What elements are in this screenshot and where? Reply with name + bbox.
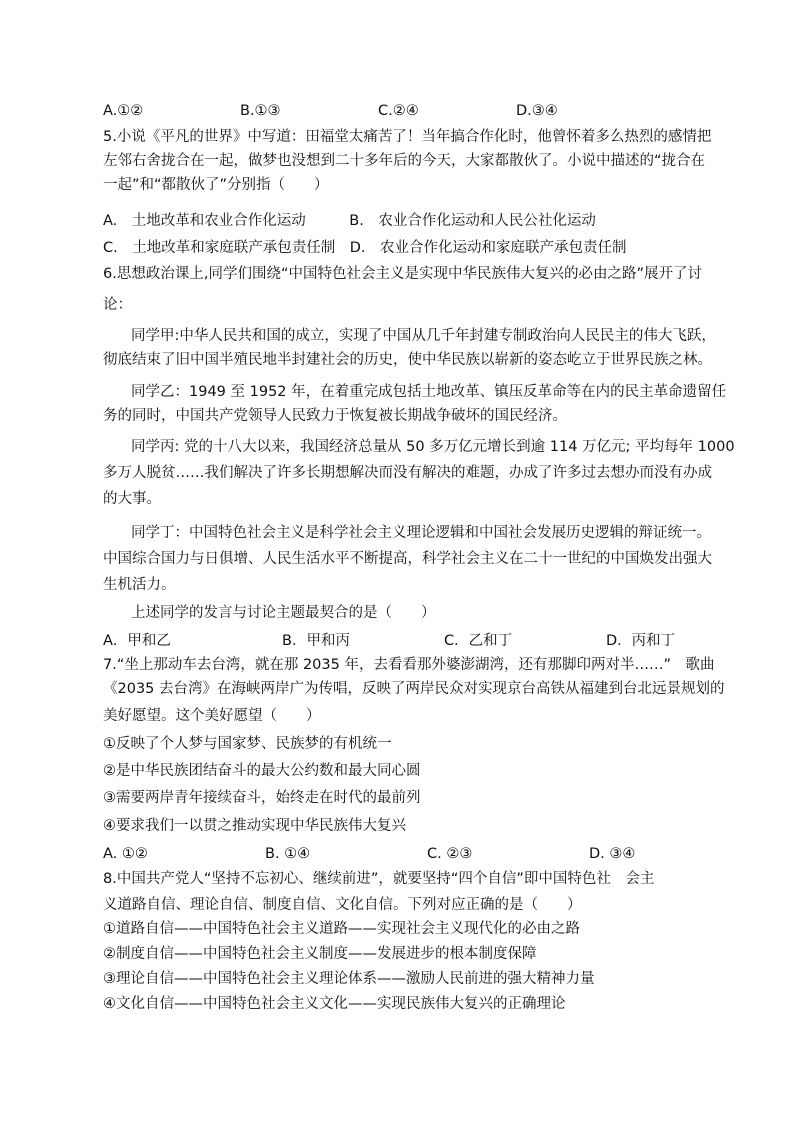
q7-stem-line-1: 7.“坐上那动车去台湾，就在那 2035 年，去看看那外婆澎湖湾，还有那脚印两对半……” 歌曲: [103, 657, 715, 673]
q4-option-c: C.②④: [378, 103, 419, 119]
q6-speech-bing-line-3: 的大事。: [103, 491, 161, 507]
q7-item-1: ①反映了个人梦与国家梦、民族梦的有机统一: [103, 736, 392, 752]
q7-option-c: C. ②③: [427, 846, 473, 862]
q7-option-a: A. ①②: [103, 846, 148, 862]
q4-option-b: B.①③: [240, 103, 281, 119]
q8-stem-line-2: 义道路自信、理论自信、制度自信、文化自信。下列对应正确的是（ ）: [103, 897, 582, 913]
q4-option-a: A.①②: [103, 103, 144, 119]
q6-speech-ding-line-2: 中国综合国力与日俱增、人民生活水平不断提高，科学社会主义在二十一世纪的中国焕发出强大: [103, 551, 712, 567]
q6-speech-bing-line-2: 多万人脱贫……我们解决了许多长期想解决而没有解决的难题，办成了许多过去想办而没有办成: [103, 465, 712, 481]
q6-stem-line-2: 论：: [103, 297, 132, 313]
q7-item-3: ③需要两岸青年接续奋斗，始终走在时代的最前列: [103, 790, 421, 806]
q7-option-d: D. ③④: [589, 846, 636, 862]
q6-option-c: C．乙和丁: [444, 633, 513, 649]
q5-stem-line-1: 5.小说《平凡的世界》中写道：田福堂太痛苦了！当年搞合作化时，他曾怀着多么热烈的感情把: [103, 129, 712, 145]
q5-stem-line-2: 左邻右舍拢合在一起，做梦也没想到二十多年后的今天，大家都散伙了。小说中描述的“拢合在: [103, 153, 706, 169]
q8-item-4: ④文化自信——中国特色社会主义文化——实现民族伟大复兴的正确理论: [103, 996, 566, 1012]
q7-item-2: ②是中华民族团结奋斗的最大公约数和最大同心圆: [103, 763, 421, 779]
q6-speech-jia-line-1: 同学甲:中华人民共和国的成立，实现了中国从几千年封建专制政治向人民民主的伟大飞跃，: [131, 328, 716, 344]
q6-option-d: D．丙和丁: [606, 633, 676, 649]
q8-item-2: ②制度自信——中国特色社会主义制度——发展进步的根本制度保障: [103, 946, 537, 962]
q7-item-4: ④要求我们一以贯之推动实现中华民族伟大复兴: [103, 818, 406, 834]
q7-stem-line-3: 美好愿望。这个美好愿望（ ）: [103, 708, 321, 724]
q6-option-a: A．甲和乙: [103, 633, 171, 649]
q6-speech-ding-line-3: 生机活力。: [103, 577, 176, 593]
q7-option-b: B. ①④: [265, 846, 311, 862]
q5-options-line-2: C. 土地改革和家庭联产承包责任制 D. 农业合作化运动和家庭联产承包责任制: [103, 240, 627, 256]
q7-stem-line-2: 《2035 去台湾》在海峡两岸广为传唱，反映了两岸民众对实现京台高铁从福建到台北远景规划的: [103, 681, 725, 697]
q8-item-3: ③理论自信——中国特色社会主义理论体系——激励人民前进的强大精神力量: [103, 971, 595, 987]
q4-option-d: D.③④: [516, 103, 558, 119]
q5-stem-line-3: 一起”和“都散伙了”分别指（ ）: [103, 177, 329, 193]
q6-speech-jia-line-2: 彻底结束了旧中国半殖民地半封建社会的历史，使中华民族以崭新的姿态屹立于世界民族之林。: [103, 352, 712, 368]
q6-speech-yi-line-1: 同学乙：1949 至 1952 年，在着重完成包括土地改革、镇压反革命等在内的民主革命遗留任: [131, 384, 727, 400]
q6-question: 上述同学的发言与讨论主题最契合的是（ ）: [131, 605, 436, 621]
q6-speech-bing-line-1: 同学丙: 党的十八大以来，我国经济总量从 50 多万亿元增长到逾 114 万亿元; 平均每年 1000: [131, 439, 735, 455]
q8-stem-line-1: 8.中国共产党人“坚持不忘初心、继续前进”，就要坚持“四个自信”即中国特色社 会主: [103, 871, 655, 887]
q6-speech-ding-line-1: 同学丁：中国特色社会主义是科学社会主义理论逻辑和中国社会发展历史逻辑的辩证统一。: [131, 525, 711, 541]
q6-stem-line-1: 6.思想政治课上,同学们围绕“中国特色社会主义是实现中华民族伟大复兴的必由之路”展开了讨: [103, 266, 702, 282]
q8-item-1: ①道路自信——中国特色社会主义道路——实现社会主义现代化的必由之路: [103, 921, 580, 937]
q6-speech-yi-line-2: 务的同时，中国共产党领导人民致力于恢复被长期战争破坏的国民经济。: [103, 408, 567, 424]
q5-options-line-1: A. 土地改革和农业合作化运动 B. 农业合作化运动和人民公社化运动: [103, 213, 596, 229]
q6-option-b: B．甲和丙: [282, 633, 350, 649]
